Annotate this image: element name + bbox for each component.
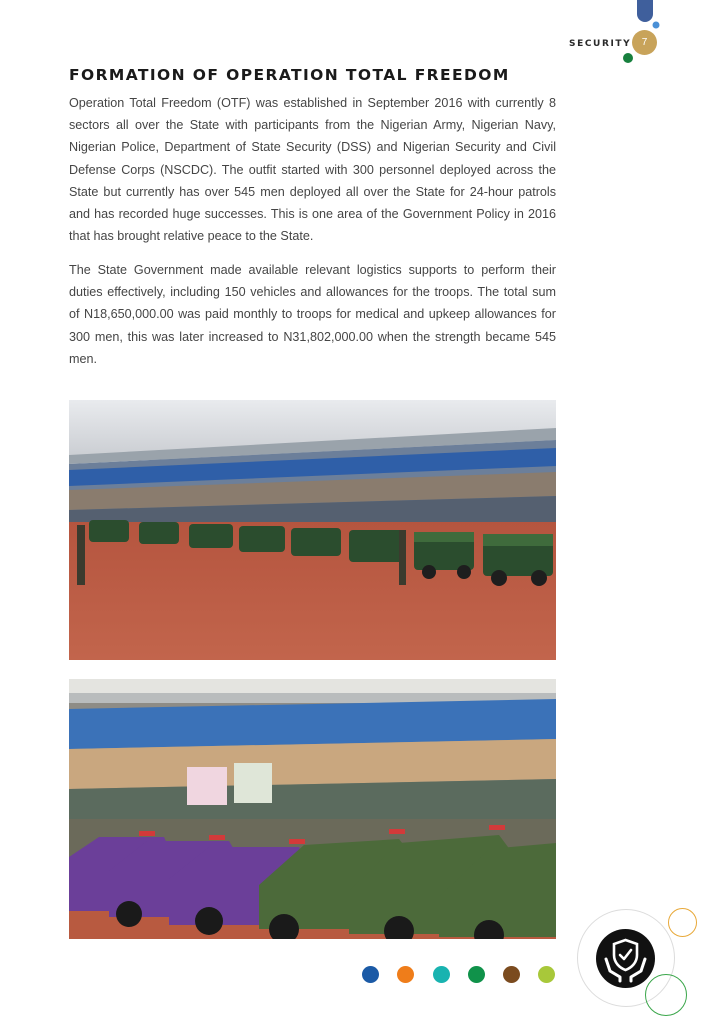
dot-lime [538,966,555,983]
decorative-ring-orange [668,908,697,937]
paragraph-otf-formation: Operation Total Freedom (OTF) was established in September 2016 with currently 8 sectors all over the State with participants from the Nigerian Army, Nigerian Navy, Nigerian Police, Department of State Security (DSS) and Nigerian Security and Civil Defense Corps (NSCDC). The outfit started with 300 personnel deployed across the State but currently has over 545 men deployed all over the State for 24-hour patrols and has recorded huge successes. This is one area of the Government Policy in 2016 that has brought relative peace to the State. [69,96,556,244]
dot-brown [503,966,520,983]
shield-hands-icon [596,929,655,988]
decorative-ring-green [645,974,687,1016]
dot-teal [433,966,450,983]
dot-orange [397,966,414,983]
dot-blue [362,966,379,983]
article-title: FORMATION OF OPERATION TOTAL FREEDOM [69,66,510,84]
section-label: SECURITY [569,39,632,49]
header-decoration [0,0,724,70]
page-header [0,0,724,70]
dot-green [468,966,485,983]
pickup-trucks-photo [69,679,556,939]
stadium-vehicles-photo [69,400,556,660]
page-number: 7 [632,30,657,55]
paragraph-logistics: The State Government made available relevant logistics supports to perform their duties effectively, including 150 vehicles and allowances for the troops. The total sum of N18,650,000.00 was paid monthly to troops for medical and upkeep allowances for 300 men, this was later increased to N31,802,000.00 when the strength became 545 men. [69,263,556,366]
